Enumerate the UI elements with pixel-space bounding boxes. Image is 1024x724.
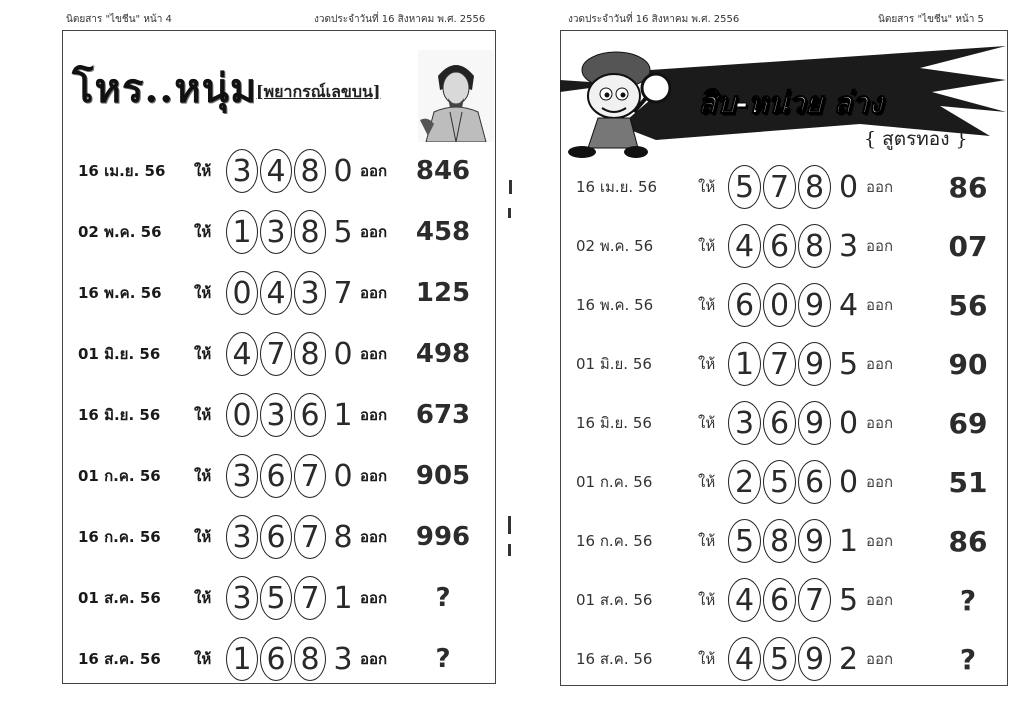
predicted-digit: 7 (763, 165, 796, 209)
predicted-digit: 4 (260, 271, 292, 315)
prediction-row (78, 270, 476, 316)
predicted-digit: 4 (728, 637, 761, 681)
predicted-digit: 7 (763, 342, 796, 386)
predicted-digits (226, 332, 360, 376)
predicted-digit: 0 (333, 336, 353, 372)
right-header-magazine: นิตยสาร "ไขชีน" หน้า 5 (878, 14, 984, 25)
result-label: ออก (360, 162, 388, 180)
left-header-draw-date: งวดประจำวันที่ 16 สิงหาคม พ.ศ. 2556 (314, 14, 486, 25)
scan-mark (508, 544, 511, 556)
prediction-row (576, 282, 1008, 328)
predicted-digit: 9 (798, 342, 831, 386)
result-label: ออก (360, 406, 388, 424)
predicted-digits (226, 576, 360, 620)
result-label: ออก (360, 345, 388, 363)
actual-result: 996 (415, 522, 471, 552)
predicted-digit: 9 (798, 637, 831, 681)
predicted-digits (728, 165, 866, 209)
give-label: ให้ (698, 591, 716, 609)
predicted-digit: 9 (798, 283, 831, 327)
prediction-row (576, 459, 1008, 505)
draw-date: 16 เม.ย. 56 (78, 162, 166, 180)
predicted-digit: 7 (260, 332, 292, 376)
prediction-row (576, 636, 1008, 682)
draw-date: 16 เม.ย. 56 (576, 178, 658, 196)
predicted-digit: 1 (333, 580, 353, 616)
predicted-digit: 5 (838, 346, 859, 382)
give-label: ให้ (698, 296, 716, 314)
predicted-digit: 8 (294, 149, 326, 193)
predicted-digit: 0 (838, 464, 859, 500)
result-label: ออก (866, 355, 894, 373)
give-label: ให้ (194, 650, 212, 668)
predicted-digits (728, 637, 866, 681)
give-label: ให้ (698, 355, 716, 373)
give-label: ให้ (194, 223, 212, 241)
predicted-digits (728, 519, 866, 563)
predicted-digit: 6 (763, 401, 796, 445)
give-label: ให้ (194, 467, 212, 485)
draw-date: 16 ก.ค. 56 (78, 528, 161, 546)
result-label: ออก (866, 414, 894, 432)
predicted-digit: 5 (260, 576, 292, 620)
draw-date: 16 พ.ค. 56 (576, 296, 654, 314)
predicted-digit: 1 (728, 342, 761, 386)
predicted-digit: 4 (728, 224, 761, 268)
actual-result: 51 (948, 465, 988, 499)
result-label: ออก (866, 532, 894, 550)
give-label: ให้ (194, 406, 212, 424)
result-label: ออก (866, 178, 894, 196)
actual-result: 90 (948, 347, 988, 381)
predicted-digits (728, 460, 866, 504)
draw-date: 02 พ.ค. 56 (78, 223, 162, 241)
result-label: ออก (866, 296, 894, 314)
result-label: ออก (866, 650, 894, 668)
predicted-digit: 0 (226, 393, 258, 437)
predicted-digit: 4 (260, 149, 292, 193)
draw-date: 01 ส.ค. 56 (576, 591, 653, 609)
give-label: ให้ (698, 650, 716, 668)
predicted-digit: 5 (763, 460, 796, 504)
prediction-row (78, 331, 476, 377)
predicted-digit: 3 (226, 576, 258, 620)
result-label: ออก (866, 237, 894, 255)
predicted-digit: 8 (798, 224, 831, 268)
give-label: ให้ (698, 532, 716, 550)
prediction-row (78, 392, 476, 438)
predicted-digit: 0 (226, 271, 258, 315)
result-label: ออก (360, 528, 388, 546)
predicted-digits (226, 271, 360, 315)
fortune-teller-portrait-icon (418, 50, 494, 142)
predicted-digit: 3 (226, 515, 258, 559)
prediction-row (576, 400, 1008, 446)
predicted-digits (226, 454, 360, 498)
predicted-digit: 7 (294, 454, 326, 498)
predicted-digits (728, 578, 866, 622)
predicted-digit: 8 (294, 332, 326, 376)
predicted-digits (226, 149, 360, 193)
predicted-digit: 7 (798, 578, 831, 622)
result-label: ออก (360, 650, 388, 668)
actual-result: 498 (415, 339, 471, 369)
prediction-row (576, 577, 1008, 623)
actual-result: 846 (415, 156, 471, 186)
actual-result: 458 (415, 217, 471, 247)
scan-mark (508, 208, 511, 218)
predicted-digit: 3 (260, 393, 292, 437)
predicted-digit: 6 (763, 578, 796, 622)
right-title: สิบ-หน่วย ล่าง (698, 86, 883, 121)
predicted-digit: 6 (294, 393, 326, 437)
predicted-digit: 7 (333, 275, 353, 311)
prediction-row (576, 223, 1008, 269)
give-label: ให้ (194, 345, 212, 363)
draw-date: 01 มิ.ย. 56 (78, 345, 161, 363)
draw-date: 01 ก.ค. 56 (576, 473, 653, 491)
left-subtitle: [พยากรณ์เลขบน] (256, 82, 381, 101)
predicted-digit: 0 (333, 153, 353, 189)
predicted-digit: 3 (260, 210, 292, 254)
cartoon-detective-icon (564, 48, 684, 160)
predicted-digit: 8 (294, 637, 326, 681)
predicted-digit: 1 (333, 397, 353, 433)
result-label: ออก (360, 284, 388, 302)
predicted-digits (728, 342, 866, 386)
predicted-digit: 6 (260, 637, 292, 681)
actual-result: 905 (415, 461, 471, 491)
predicted-digit: 5 (763, 637, 796, 681)
predicted-digit: 1 (226, 637, 258, 681)
prediction-row (576, 164, 1008, 210)
draw-date: 02 พ.ค. 56 (576, 237, 654, 255)
predicted-digit: 8 (798, 165, 831, 209)
right-header-draw-date: งวดประจำวันที่ 16 สิงหาคม พ.ศ. 2556 (568, 14, 740, 25)
draw-date: 16 ก.ค. 56 (576, 532, 653, 550)
predicted-digit: 1 (838, 523, 859, 559)
actual-result: ? (435, 644, 451, 674)
predicted-digit: 6 (763, 224, 796, 268)
predicted-digits (226, 393, 360, 437)
predicted-digit: 7 (294, 576, 326, 620)
draw-date: 16 พ.ค. 56 (78, 284, 162, 302)
give-label: ให้ (194, 162, 212, 180)
predicted-digit: 8 (763, 519, 796, 563)
actual-result: ? (435, 583, 451, 613)
predicted-digit: 0 (838, 169, 859, 205)
prediction-row (576, 341, 1008, 387)
predicted-digit: 7 (294, 515, 326, 559)
result-label: ออก (866, 473, 894, 491)
actual-result: 673 (415, 400, 471, 430)
left-title: โหร..หนุ่ม (72, 65, 258, 112)
predicted-digit: 3 (728, 401, 761, 445)
result-label: ออก (360, 589, 388, 607)
actual-result: ? (959, 642, 977, 676)
prediction-row (78, 209, 476, 255)
draw-date: 16 ส.ค. 56 (576, 650, 653, 668)
actual-result: 86 (948, 524, 988, 558)
predicted-digit: 0 (838, 405, 859, 441)
give-label: ให้ (194, 589, 212, 607)
predicted-digit: 6 (728, 283, 761, 327)
predicted-digit: 3 (226, 454, 258, 498)
predicted-digit: 0 (763, 283, 796, 327)
predicted-digits (226, 515, 360, 559)
predicted-digit: 3 (226, 149, 258, 193)
result-label: ออก (866, 591, 894, 609)
actual-result: 69 (948, 406, 988, 440)
predicted-digits (728, 401, 866, 445)
right-subtitle: { สูตรทอง } (864, 128, 968, 150)
prediction-row (78, 148, 476, 194)
predicted-digit: 1 (226, 210, 258, 254)
result-label: ออก (360, 223, 388, 241)
predicted-digits (728, 283, 866, 327)
predicted-digit: 4 (838, 287, 859, 323)
draw-date: 16 ส.ค. 56 (78, 650, 161, 668)
draw-date: 01 มิ.ย. 56 (576, 355, 652, 373)
predicted-digit: 3 (333, 641, 353, 677)
give-label: ให้ (698, 473, 716, 491)
give-label: ให้ (194, 528, 212, 546)
left-header-magazine: นิตยสาร "ไขชีน" หน้า 4 (66, 14, 172, 25)
predicted-digit: 5 (838, 582, 859, 618)
predicted-digit: 2 (728, 460, 761, 504)
predicted-digit: 2 (838, 641, 859, 677)
predicted-digit: 9 (798, 401, 831, 445)
predicted-digit: 0 (333, 458, 353, 494)
prediction-row (576, 518, 1008, 564)
give-label: ให้ (194, 284, 212, 302)
prediction-row (78, 575, 476, 621)
right-page (512, 0, 1024, 724)
actual-result: 56 (948, 288, 988, 322)
draw-date: 16 มิ.ย. 56 (576, 414, 652, 432)
give-label: ให้ (698, 237, 716, 255)
predicted-digit: 8 (294, 210, 326, 254)
predicted-digit: 6 (260, 515, 292, 559)
give-label: ให้ (698, 414, 716, 432)
actual-result: 07 (948, 229, 988, 263)
predicted-digit: 5 (728, 519, 761, 563)
give-label: ให้ (698, 178, 716, 196)
predicted-digits (226, 637, 360, 681)
predicted-digits (226, 210, 360, 254)
predicted-digit: 6 (798, 460, 831, 504)
actual-result: 125 (415, 278, 471, 308)
predicted-digit: 5 (333, 214, 353, 250)
predicted-digit: 5 (728, 165, 761, 209)
predicted-digit: 9 (798, 519, 831, 563)
prediction-row (78, 636, 476, 682)
prediction-row (78, 514, 476, 560)
result-label: ออก (360, 467, 388, 485)
predicted-digit: 4 (728, 578, 761, 622)
predicted-digit: 8 (333, 519, 353, 555)
predicted-digit: 3 (294, 271, 326, 315)
predicted-digit: 6 (260, 454, 292, 498)
draw-date: 01 ก.ค. 56 (78, 467, 161, 485)
predicted-digit: 4 (226, 332, 258, 376)
prediction-row (78, 453, 476, 499)
scan-mark (508, 516, 511, 534)
predicted-digits (728, 224, 866, 268)
predicted-digit: 3 (838, 228, 859, 264)
draw-date: 01 ส.ค. 56 (78, 589, 161, 607)
actual-result: ? (959, 583, 977, 617)
draw-date: 16 มิ.ย. 56 (78, 406, 161, 424)
actual-result: 86 (948, 170, 988, 204)
